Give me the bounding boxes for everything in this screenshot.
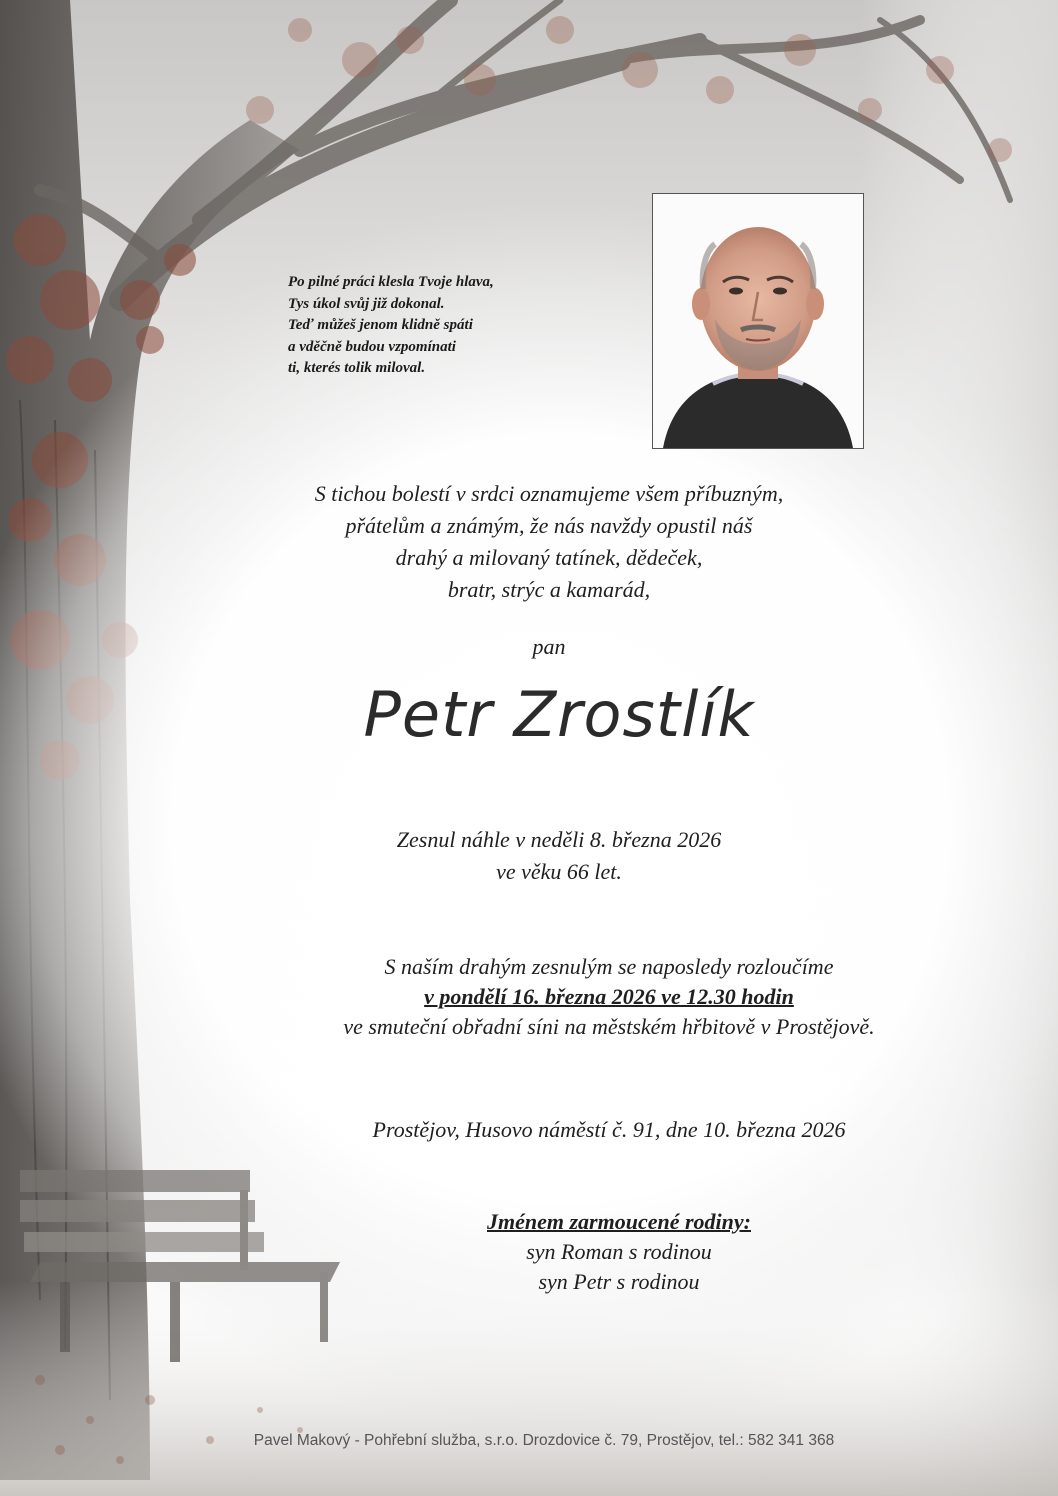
announcement-line: drahý a milovaný tatínek, dědeček, [395,545,703,570]
ceremony-intro: S naším drahým zesnulým se naposledy rozloučíme [384,954,834,979]
announcement-line: přátelům a známým, že nás navždy opustil náš [345,513,753,538]
portrait-photo [652,193,864,449]
ceremony-datetime: v pondělí 16. března 2026 ve 12.30 hodin [424,984,794,1009]
memorial-poem [288,272,494,380]
deceased-name: Petr Zrostlík [363,678,755,751]
death-date: Zesnul náhle v neděli 8. března 2026 [396,827,722,852]
funeral-service-footer: Pavel Makový - Pohřební služba, s.r.o. Drozdovice č. 79, Prostějov, tel.: 582 341 368 [253,1432,835,1449]
place-and-date: Prostějov, Husovo náměstí č. 91, dne 10. března 2026 [372,1117,846,1142]
ceremony-info [0,952,1058,1042]
death-age: ve věku 66 let. [496,859,622,884]
death-info [0,824,1058,888]
ceremony-location: ve smuteční obřadní síni na městském hřbitově v Prostějově. [343,1014,875,1039]
poem-line: Teď můžeš jenom klidně spáti [288,317,473,333]
portrait-image [653,194,863,448]
poem-line: Tys úkol svůj již dokonal. [288,295,445,312]
family-heading: Jménem zarmoucené rodiny: [487,1209,751,1234]
poem-line: Po pilné práci klesla Tvoje hlava, [288,274,494,290]
announcement-text [0,478,1058,606]
salutation: pan [532,634,566,659]
poem-line: ti, kterés tolik miloval. [288,360,426,376]
announcement-line: S tichou bolestí v srdci oznamujeme všem příbuzným, [314,481,784,506]
family-member: syn Roman s rodinou [526,1239,712,1264]
family-signature [0,1207,1058,1297]
poem-line: a vděčně budou vzpomínati [288,338,456,355]
family-member: syn Petr s rodinou [538,1269,700,1294]
announcement-line: bratr, strýc a kamarád, [447,577,651,602]
